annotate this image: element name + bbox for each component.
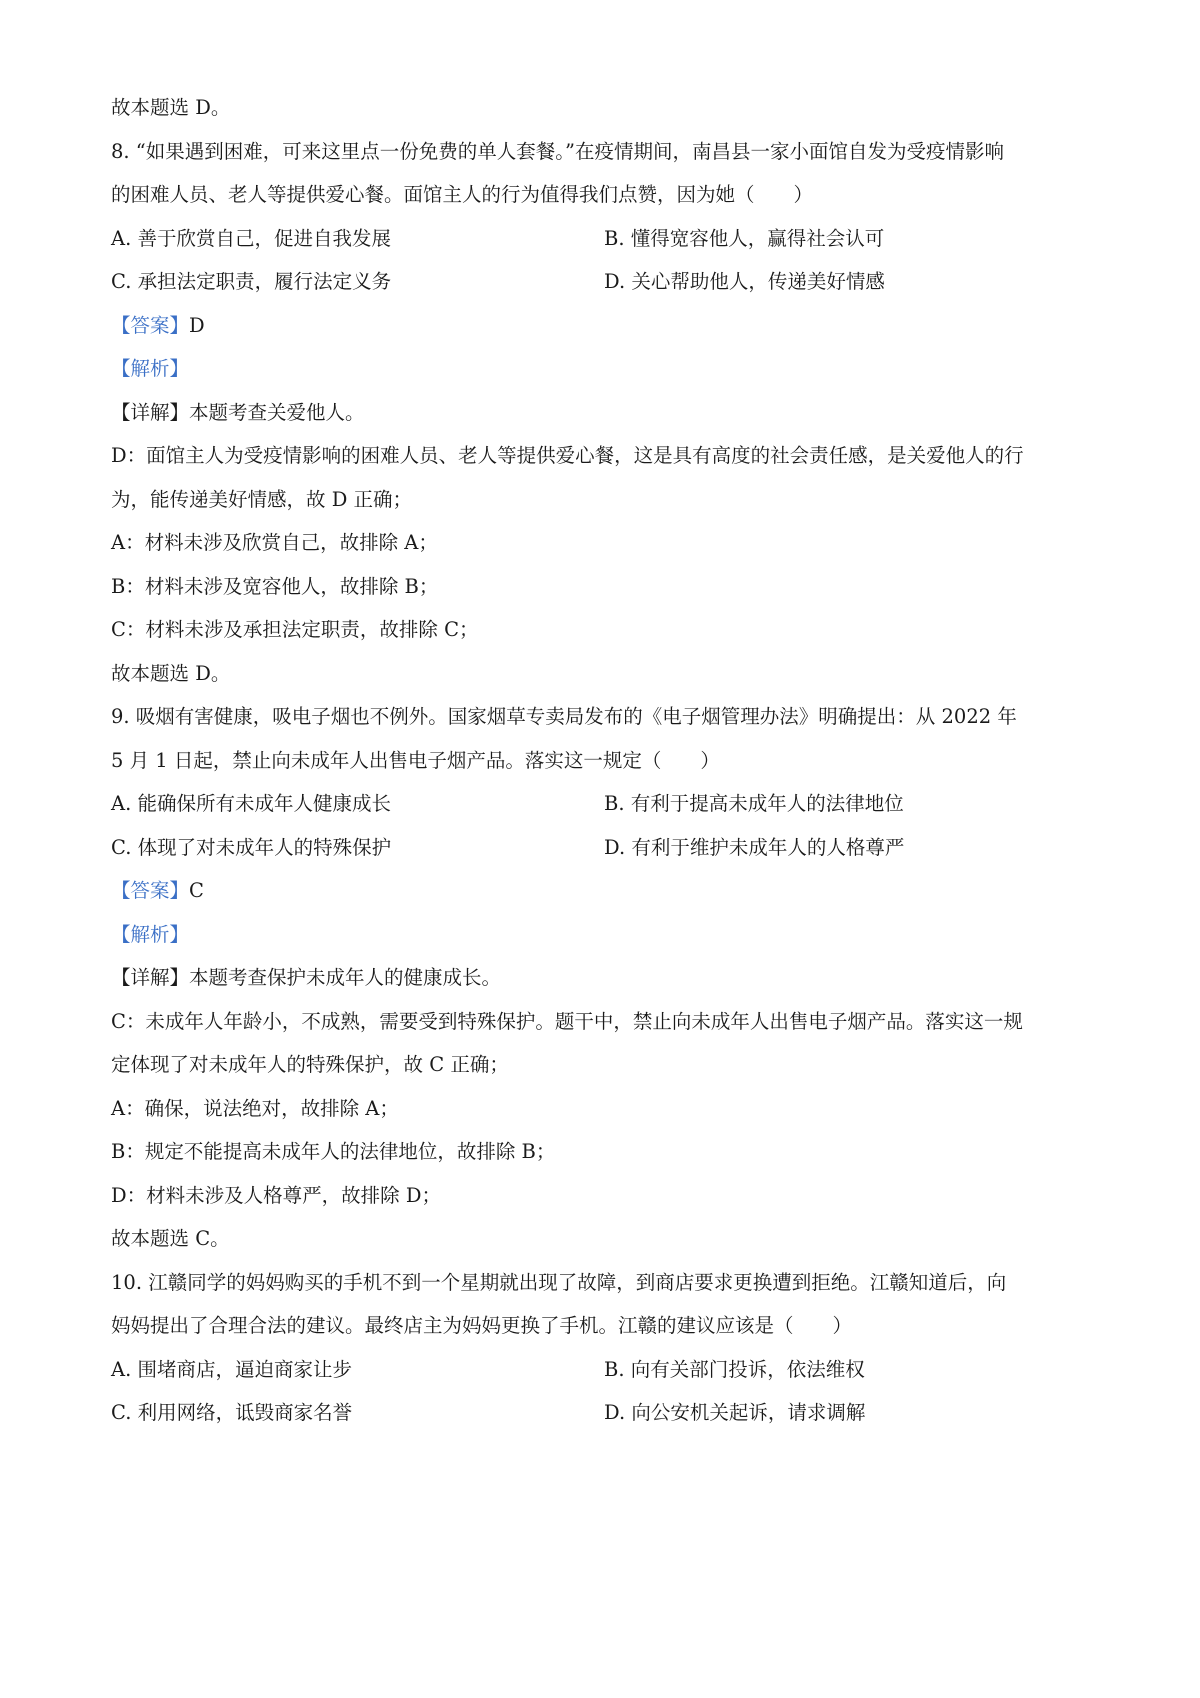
q9-answer — [111, 878, 1101, 904]
answer-tag: 【答案】 — [111, 879, 190, 902]
answer-value: C — [189, 879, 204, 902]
q9-stem-line-2: 5 月 1 日起，禁止向未成年人出售电子烟产品。落实这一规定（ ） — [111, 749, 720, 772]
q9-option-d: D. 有利于维护未成年人的人格尊严 — [604, 836, 905, 859]
q10-stem-line-2: 妈妈提出了合理合法的建议。最终店主为妈妈更换了手机。江赣的建议应该是（ ） — [111, 1314, 853, 1337]
q8-option-c: C. 承担法定职责，履行法定义务 — [111, 270, 392, 293]
q9-c-line-2: 定体现了对未成年人的特殊保护，故 C 正确； — [111, 1053, 509, 1076]
q8-answer — [111, 313, 1101, 339]
q8-c-line: C：材料未涉及承担法定职责，故排除 C； — [111, 618, 479, 641]
q9-d-line: D：材料未涉及人格尊严，故排除 D； — [111, 1184, 441, 1207]
prev-conclusion: 故本题选 D。 — [111, 96, 231, 119]
q8-stem-line-2: 的困难人员、老人等提供爱心餐。面馆主人的行为值得我们点赞，因为她（ ） — [111, 183, 814, 206]
q9-option-c: C. 体现了对未成年人的特殊保护 — [111, 836, 392, 859]
q9-conclusion: 故本题选 C。 — [111, 1227, 230, 1250]
answer-tag: 【答案】 — [111, 314, 190, 337]
q10-option-b: B. 向有关部门投诉，依法维权 — [604, 1358, 865, 1381]
q9-stem-line-1: 9. 吸烟有害健康，吸电子烟也不例外。国家烟草专卖局发布的《电子烟管理办法》明确提出：从 2022 年 — [111, 705, 1017, 728]
q10-option-a: A. 围堵商店，逼迫商家让步 — [111, 1358, 352, 1381]
q8-detail: 【详解】本题考查关爱他人。 — [111, 401, 365, 424]
q9-b-line: B：规定不能提高未成年人的法律地位，故排除 B； — [111, 1140, 556, 1163]
q8-option-d: D. 关心帮助他人，传递美好情感 — [604, 270, 885, 293]
q8-a-line: A：材料未涉及欣赏自己，故排除 A； — [111, 531, 438, 554]
q8-stem-line-1: 8. “如果遇到困难，可来这里点一份免费的单人套餐。”在疫情期间，南昌县一家小面馆自发为受疫情影响 — [111, 140, 1004, 163]
q9-a-line: A：确保，说法绝对，故排除 A； — [111, 1097, 399, 1120]
answer-value: D — [189, 314, 205, 337]
q8-d-line-2: 为，能传递美好情感，故 D 正确； — [111, 488, 413, 511]
q10-option-c: C. 利用网络，诋毁商家名誉 — [111, 1401, 353, 1424]
q9-c-line-1: C：未成年人年龄小，不成熟，需要受到特殊保护。题干中，禁止向未成年人出售电子烟产品。落实这一规 — [111, 1010, 1023, 1033]
q9-option-a: A. 能确保所有未成年人健康成长 — [111, 792, 391, 815]
q9-analysis-tag: 【解析】 — [111, 923, 190, 946]
q8-d-line-1: D：面馆主人为受疫情影响的困难人员、老人等提供爱心餐，这是具有高度的社会责任感，是关爱他人的行 — [111, 444, 1024, 467]
q9-detail: 【详解】本题考查保护未成年人的健康成长。 — [111, 966, 502, 989]
q8-option-a: A. 善于欣赏自己，促进自我发展 — [111, 227, 391, 250]
q8-analysis-tag: 【解析】 — [111, 357, 190, 380]
q8-b-line: B：材料未涉及宽容他人，故排除 B； — [111, 575, 439, 598]
q8-option-b: B. 懂得宽容他人，赢得社会认可 — [604, 227, 885, 250]
q10-option-d: D. 向公安机关起诉，请求调解 — [604, 1401, 866, 1424]
q9-option-b: B. 有利于提高未成年人的法律地位 — [604, 792, 904, 815]
q10-stem-line-1: 10. 江赣同学的妈妈购买的手机不到一个星期就出现了故障，到商店要求更换遭到拒绝。江赣知道后，向 — [111, 1271, 1007, 1294]
q8-conclusion: 故本题选 D。 — [111, 662, 231, 685]
